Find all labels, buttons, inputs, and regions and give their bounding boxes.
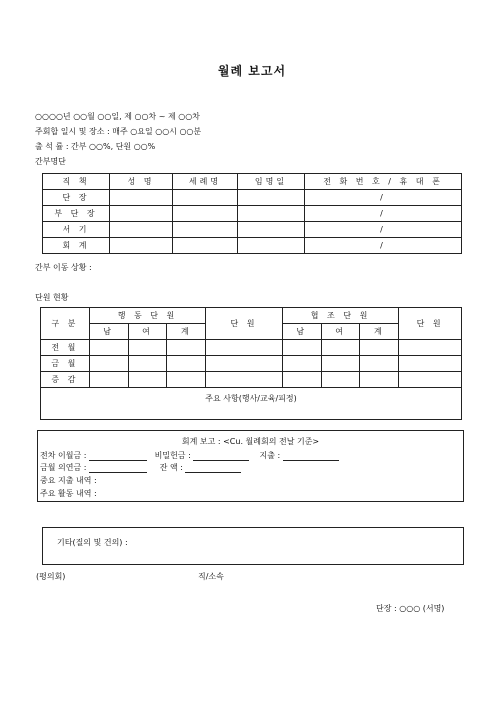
value-cell[interactable] [89,340,128,356]
role-cell: 단 장 [43,190,110,206]
accounting-row-2 [40,462,241,473]
row-label: 금 월 [41,356,90,372]
active-group-header: 행 동 단 원 [89,308,205,324]
meeting-date-line: ○○○○년 ○○월 ○○일, 제 ○○차 ~ 제 ○○차 [35,112,200,121]
value-cell[interactable] [206,340,283,356]
row-label: 전 월 [41,340,90,356]
date-cell[interactable] [238,206,305,222]
baptismal-cell[interactable] [173,206,238,222]
active-member-header: 단 원 [206,308,283,340]
major-expense-label: 중요 지출 내역 : [40,476,97,485]
officer-table [42,173,462,254]
role-cell: 부 단 장 [43,206,110,222]
other-label: 기타(질의 및 건의) : [57,538,128,547]
value-cell[interactable] [321,340,360,356]
phone-cell[interactable]: / [305,222,462,238]
baptismal-cell[interactable] [173,222,238,238]
baptismal-cell[interactable] [173,238,238,254]
other-box[interactable] [42,527,464,565]
meeting-place-line: 주회합 일시 및 장소 : 매주 ○요일 ○○시 ○○분 [35,127,202,136]
attendance-line: 출 석 률 : 간부 ○○%, 단원 ○○% [35,142,156,151]
role-cell: 서 기 [43,222,110,238]
header-name: 성 명 [110,174,173,190]
value-cell[interactable] [399,372,462,388]
member-row [41,356,462,372]
accounting-box [37,430,464,502]
major-activity-label: 주요 활동 내역 : [40,489,97,498]
value-cell[interactable] [360,340,399,356]
position-affiliation-label: 직/소속 [198,572,224,581]
member-row [41,372,462,388]
expense-label: 지출 : [259,451,281,460]
value-cell[interactable] [321,356,360,372]
officer-row [43,238,462,254]
value-cell[interactable] [360,372,399,388]
leader-signature: 단장 : ○○○ (서명) [376,604,445,613]
row-label: 증 감 [41,372,90,388]
officer-row [43,222,462,238]
name-cell[interactable] [110,206,173,222]
member-status-label: 단원 현황 [35,293,69,302]
officer-change-label: 간부 이동 상황 : [35,263,92,272]
page-title: 월례 보고서 [217,64,287,78]
phone-cell[interactable]: / [305,190,462,206]
date-cell[interactable] [238,190,305,206]
value-cell[interactable] [89,356,128,372]
value-cell[interactable] [282,340,321,356]
phone-cell[interactable]: / [305,238,462,254]
male-header: 남 [282,324,321,340]
female-header: 여 [321,324,360,340]
header-position: 직 책 [43,174,110,190]
value-cell[interactable] [206,372,283,388]
name-cell[interactable] [110,190,173,206]
secret-fund-field[interactable] [193,451,249,461]
value-cell[interactable] [399,340,462,356]
council-label: (평의회) [36,572,66,581]
accounting-title: 회계 보고 : <Cu. 월례회의 전날 기준> [181,437,320,446]
name-cell[interactable] [110,222,173,238]
header-phone: 전 화 번 호 / 휴 대 폰 [305,174,462,190]
male-header: 남 [89,324,128,340]
value-cell[interactable] [360,356,399,372]
value-cell[interactable] [128,356,167,372]
officer-row [43,206,462,222]
phone-cell[interactable]: / [305,206,462,222]
value-cell[interactable] [206,356,283,372]
member-row [41,340,462,356]
total-header: 계 [167,324,206,340]
officer-row [43,190,462,206]
donation-field[interactable] [89,463,147,473]
expense-field[interactable] [283,451,339,461]
prev-balance-label: 전차 이월금 : [40,451,87,460]
value-cell[interactable] [128,372,167,388]
gubun-header: 구 분 [41,308,90,340]
value-cell[interactable] [128,340,167,356]
female-header: 여 [128,324,167,340]
date-cell[interactable] [238,222,305,238]
total-header: 계 [360,324,399,340]
balance-field[interactable] [185,463,241,473]
value-cell[interactable] [89,372,128,388]
major-events-cell[interactable]: 주요 사항(행사/교육/피정) [41,388,462,420]
donation-label: 금월 의연금 : [40,463,87,472]
prev-balance-field[interactable] [89,451,147,461]
officer-header-row [43,174,462,190]
date-cell[interactable] [238,238,305,254]
header-appointed-date: 임명일 [238,174,305,190]
value-cell[interactable] [321,372,360,388]
name-cell[interactable] [110,238,173,254]
value-cell[interactable] [167,340,206,356]
value-cell[interactable] [167,356,206,372]
header-baptismal-name: 세례명 [173,174,238,190]
assist-member-header: 단 원 [399,308,462,340]
value-cell[interactable] [167,372,206,388]
secret-fund-label: 비밀헌금 : [154,451,191,460]
member-header-row [41,308,462,324]
baptismal-cell[interactable] [173,190,238,206]
role-cell: 회 계 [43,238,110,254]
value-cell[interactable] [282,356,321,372]
assist-group-header: 협 조 단 원 [282,308,398,324]
officers-label: 간부명단 [35,157,66,166]
accounting-row-1 [40,450,339,461]
value-cell[interactable] [282,372,321,388]
value-cell[interactable] [399,356,462,372]
member-table [40,307,462,420]
balance-label: 잔 액 : [159,463,183,472]
member-footer-row [41,388,462,420]
